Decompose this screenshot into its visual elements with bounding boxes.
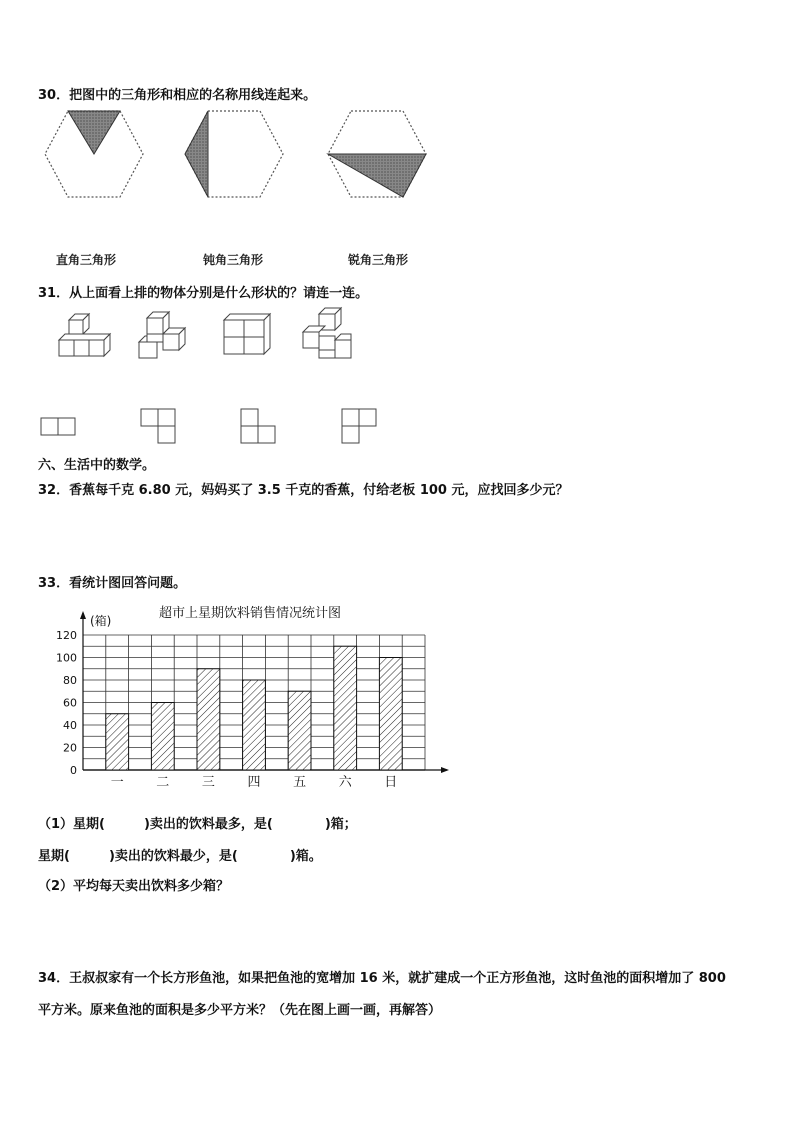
top-view-shapes: [38, 407, 398, 447]
cube-figures: [55, 310, 395, 365]
top-view-1: [41, 418, 75, 435]
bar-chart: [50, 598, 470, 788]
bar-5: [288, 691, 311, 770]
question-33-sub1-b: 星期( )卖出的饮料最少，是( )箱。: [38, 849, 322, 864]
cube-figure-1: [59, 314, 110, 356]
y-tick-label: 100: [56, 651, 77, 665]
bar-3: [197, 669, 220, 770]
hexagon-1: [45, 111, 143, 197]
y-axis-arrow: [80, 611, 86, 619]
x-axis-arrow: [441, 767, 449, 773]
bar-7: [379, 658, 402, 771]
y-tick-label: 60: [63, 696, 77, 710]
question-33-sub1-a: （1）星期( )卖出的饮料最多，是( )箱；: [38, 817, 357, 832]
hexagon-3: [328, 111, 426, 197]
question-32-text: 32．香蕉每千克 6.80 元，妈妈买了 3.5 千克的香蕉，付给老板 100 元，应找回多少元？: [38, 483, 569, 498]
cube-figure-2: [139, 312, 185, 358]
top-view-2: [141, 409, 175, 443]
bar-6: [334, 646, 357, 770]
bar-2: [151, 703, 174, 771]
y-tick-label: 40: [63, 719, 77, 732]
y-tick-label: 80: [63, 674, 77, 687]
x-tick-label: 日: [384, 775, 398, 790]
question-34-line2: 平方米。原来鱼池的面积是多少平方米？（先在图上画一画，再解答）: [38, 1003, 442, 1018]
y-tick-label: 0: [70, 764, 77, 777]
right-triangle-label: 直角三角形: [56, 253, 117, 267]
bar-1: [106, 714, 129, 770]
x-tick-label: 三: [201, 775, 215, 790]
question-31-text: 31．从上面看上排的物体分别是什么形状的？请连一连。: [38, 286, 369, 301]
x-tick-label: 四: [247, 775, 261, 790]
obtuse-triangle-label: 钝角三角形: [203, 253, 264, 267]
x-tick-label: 二: [156, 775, 170, 790]
question-33-sub2: （2）平均每天卖出饮料多少箱？: [38, 879, 230, 894]
x-tick-label: 六: [338, 775, 352, 790]
y-tick-label: 120: [56, 629, 77, 642]
section-6-heading: 六、生活中的数学。: [38, 458, 156, 473]
y-axis-label: (箱): [90, 614, 112, 628]
question-30-text: 30．把图中的三角形和相应的名称用线连起来。: [38, 88, 317, 103]
question-33-text: 33．看统计图回答问题。: [38, 576, 187, 591]
hexagon-2: [185, 111, 283, 197]
x-tick-label: 一: [110, 775, 124, 790]
chart-title: 超市上星期饮料销售情况统计图: [158, 606, 342, 621]
question-34-line1: 34．王叔叔家有一个长方形鱼池，如果把鱼池的宽增加 16 米，就扩建成一个正方形鱼池，这时鱼池的面积增加了 800: [38, 971, 726, 986]
bar-4: [243, 680, 266, 770]
cube-figure-3: [224, 314, 270, 354]
x-tick-label: 五: [293, 775, 307, 790]
y-tick-label: 20: [63, 741, 77, 755]
cube-figure-4: [303, 308, 351, 358]
acute-triangle-label: 锐角三角形: [348, 253, 409, 267]
top-view-4: [342, 409, 376, 443]
top-view-3: [241, 409, 275, 443]
hexagon-figures: [38, 108, 438, 208]
